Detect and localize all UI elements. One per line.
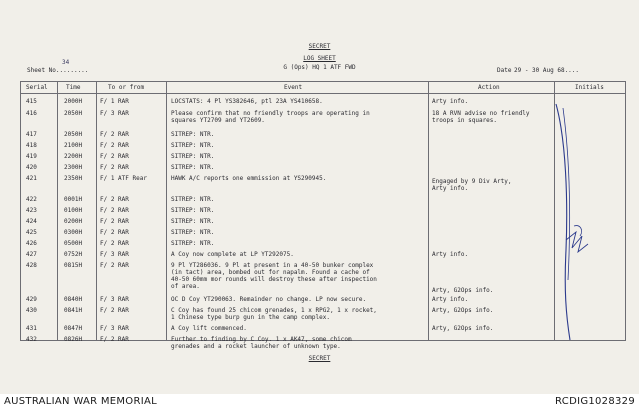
- date-value: 29 - 30 Aug 68....: [514, 67, 580, 74]
- serial-cell: 421: [26, 175, 37, 182]
- to-or-from-cell: F/ 2 RAR: [100, 207, 129, 214]
- serial-cell: 429: [26, 296, 37, 303]
- event-cell: Please confirm that no friendly troops are operating in: [171, 110, 370, 117]
- event-cell: 9 Pl YT286036. 9 Pl at present in a 40-50 bunker complex: [171, 262, 374, 269]
- time-cell: 0500H: [64, 240, 83, 247]
- serial-cell: 416: [26, 110, 37, 117]
- footer-record-id: RCDIG1028329: [555, 396, 635, 407]
- event-cell: LOCSTATS: 4 Pl YS382646, ptl 23A YS410658.: [171, 98, 323, 105]
- to-or-from-cell: F/ 3 RAR: [100, 251, 129, 258]
- serial-cell: 422: [26, 196, 37, 203]
- to-or-from-cell: F/ 2 RAR: [100, 218, 129, 225]
- event-cell-continuation: 40-50 60mm mor rounds will destroy these after inspection: [171, 276, 377, 283]
- time-cell: 0752H: [64, 251, 83, 258]
- event-cell: SITREP: NTR.: [171, 218, 215, 225]
- to-or-from-cell: F/ 2 RAR: [100, 307, 129, 314]
- event-cell: SITREP: NTR.: [171, 207, 215, 214]
- time-cell: 2100H: [64, 142, 83, 149]
- to-or-from-cell: F/ 2 RAR: [100, 196, 129, 203]
- action-cell: Arty info.: [432, 98, 469, 105]
- to-or-from-cell: F/ 2 RAR: [100, 142, 129, 149]
- time-cell: 0200H: [64, 218, 83, 225]
- event-cell: SITREP: NTR.: [171, 131, 215, 138]
- event-cell: HAWK A/C reports one emmission at YS290945.: [171, 175, 327, 182]
- to-or-from-cell: F/ 1 ATF Rear: [100, 175, 147, 182]
- event-cell-continuation: (in tact) area, bombed out for napalm. Found a cache of: [171, 269, 370, 276]
- serial-cell: 427: [26, 251, 37, 258]
- time-cell: 0300H: [64, 229, 83, 236]
- time-cell: 0826H: [64, 336, 83, 343]
- action-cell-continuation: Arty info.: [432, 185, 469, 192]
- serial-cell: 425: [26, 229, 37, 236]
- col-header-action: Action: [478, 84, 500, 91]
- event-cell: A Coy now complete at LP YT292075.: [171, 251, 294, 258]
- serial-cell: 431: [26, 325, 37, 332]
- to-or-from-cell: F/ 2 RAR: [100, 240, 129, 247]
- serial-cell: 415: [26, 98, 37, 105]
- date-label: Date: [497, 67, 512, 74]
- action-cell: Arty, G2Ops info.: [432, 307, 494, 314]
- action-cell: Arty, G2Ops info.: [432, 287, 494, 294]
- classification-bottom: SECRET: [308, 355, 331, 362]
- event-cell: SITREP: NTR.: [171, 196, 215, 203]
- to-or-from-cell: F/ 1 RAR: [100, 98, 129, 105]
- archive-footer: [0, 394, 639, 409]
- action-cell-continuation: troops in squares.: [432, 117, 498, 124]
- serial-cell: 420: [26, 164, 37, 171]
- unit-heading: G (Ops) HQ 1 ATF FWD: [283, 64, 356, 71]
- sheet-number: 34: [62, 59, 70, 66]
- col-header-initials: Initials: [575, 84, 604, 91]
- to-or-from-cell: F/ 3 RAR: [100, 325, 129, 332]
- action-cell: Arty, G2Ops info.: [432, 325, 494, 332]
- sheet-number-label: Sheet No.........: [27, 67, 89, 74]
- serial-cell: 426: [26, 240, 37, 247]
- event-cell: SITREP: NTR.: [171, 229, 215, 236]
- to-or-from-cell: F/ 2 RAR: [100, 336, 129, 343]
- event-cell-continuation: grenades and a rocket launcher of unknown type.: [171, 343, 341, 350]
- serial-cell: 419: [26, 153, 37, 160]
- serial-cell: 428: [26, 262, 37, 269]
- to-or-from-cell: F/ 3 RAR: [100, 110, 129, 117]
- time-cell: 2000H: [64, 98, 83, 105]
- to-or-from-cell: F/ 2 RAR: [100, 131, 129, 138]
- event-cell: Further to finding by C Coy. 1 x AK47, some chicom: [171, 336, 352, 343]
- serial-cell: 424: [26, 218, 37, 225]
- action-cell: Engaged by 9 Div Arty,: [432, 178, 512, 185]
- action-cell: Arty info.: [432, 251, 469, 258]
- classification-top: SECRET: [308, 43, 331, 50]
- action-cell: 18 A RVN advise no friendly: [432, 110, 530, 117]
- event-cell: SITREP: NTR.: [171, 153, 215, 160]
- sheet-title: LOG SHEET: [303, 55, 336, 62]
- col-header-time: Time: [66, 84, 81, 91]
- time-cell: 0001H: [64, 196, 83, 203]
- serial-cell: 418: [26, 142, 37, 149]
- serial-cell: 417: [26, 131, 37, 138]
- time-cell: 2350H: [64, 175, 83, 182]
- time-cell: 2050H: [64, 110, 83, 117]
- time-cell: 0840H: [64, 296, 83, 303]
- event-cell-continuation: 1 Chinese type burp gun in the camp complex.: [171, 314, 330, 321]
- footer-archive-name: AUSTRALIAN WAR MEMORIAL: [4, 396, 157, 407]
- time-cell: 2050H: [64, 131, 83, 138]
- event-cell-continuation: squares YT2709 and YT2609.: [171, 117, 265, 124]
- event-cell: C Coy has found 25 chicom grenades, 1 x RPG2, 1 x rocket,: [171, 307, 377, 314]
- time-cell: 0841H: [64, 307, 83, 314]
- to-or-from-cell: F/ 2 RAR: [100, 229, 129, 236]
- time-cell: 0100H: [64, 207, 83, 214]
- to-or-from-cell: F/ 2 RAR: [100, 164, 129, 171]
- event-cell: A Coy lift commenced.: [171, 325, 247, 332]
- col-header-to-or-from: To or from: [108, 84, 145, 91]
- time-cell: 0847H: [64, 325, 83, 332]
- time-cell: 2200H: [64, 153, 83, 160]
- time-cell: 0815H: [64, 262, 83, 269]
- serial-cell: 430: [26, 307, 37, 314]
- col-header-event: Event: [284, 84, 303, 91]
- to-or-from-cell: F/ 2 RAR: [100, 153, 129, 160]
- time-cell: 2300H: [64, 164, 83, 171]
- serial-cell: 432: [26, 336, 37, 343]
- event-cell: SITREP: NTR.: [171, 142, 215, 149]
- event-cell: SITREP: NTR.: [171, 240, 215, 247]
- event-cell: OC D Coy YT290063. Remainder no change. LP now secure.: [171, 296, 367, 303]
- event-cell: SITREP: NTR.: [171, 164, 215, 171]
- col-header-serial: Serial: [26, 84, 48, 91]
- to-or-from-cell: F/ 2 RAR: [100, 262, 129, 269]
- serial-cell: 423: [26, 207, 37, 214]
- action-cell: Arty info.: [432, 296, 469, 303]
- event-cell-continuation: of area.: [171, 283, 200, 290]
- to-or-from-cell: F/ 3 RAR: [100, 296, 129, 303]
